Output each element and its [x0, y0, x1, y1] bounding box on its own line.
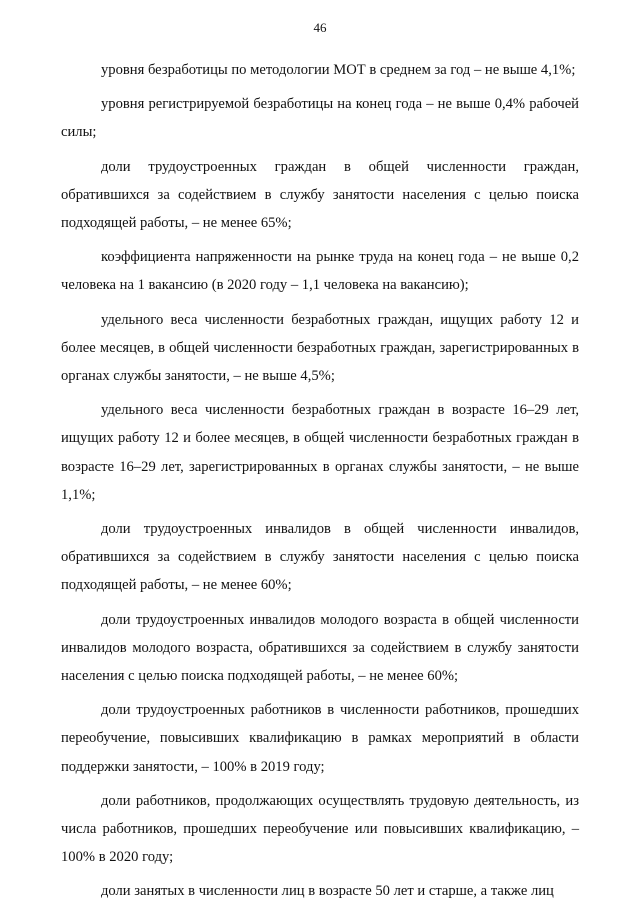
paragraph-6: удельного веса численности безработных граждан в возрасте 16–29 лет, ищущих работу 12 и более месяцев, в общей численности безработных граждан в возрасте 16–29 лет, зарегистрированных в органах службы занятости, – не выше 1,1%;: [61, 402, 579, 503]
paragraph-5: удельного веса численности безработных граждан, ищущих работу 12 и более месяцев, в общей численности безработных граждан, зарегистрированных в органах службы занятости, – не выше 4,5%;: [61, 311, 579, 385]
paragraph-10: доли работников, продолжающих осуществлять трудовую деятельность, из числа работников, прошедших переобучение или повысивших квалификацию, – 100% в 2020 году;: [61, 792, 579, 866]
page-number: 46: [313, 20, 327, 35]
paragraph-1: уровня безработицы по методологии МОТ в среднем за год – не выше 4,1%;: [101, 62, 576, 78]
document-body: [61, 56, 579, 912]
paragraph-11: доли занятых в численности лиц в возрасте 50 лет и старше, а также лиц: [101, 883, 554, 900]
paragraph-4: коэффициента напряженности на рынке труда на конец года – не выше 0,2 человека на 1 вакансию (в 2020 году – 1,1 человека на вакансию);: [61, 249, 579, 294]
paragraph-7: доли трудоустроенных инвалидов в общей численности инвалидов, обратившихся за содействием в службу занятости населения с целью поиска подходящей работы, – не менее 60%;: [61, 521, 579, 594]
paragraph-3: доли трудоустроенных граждан в общей численности граждан, обратившихся за содействием в службу занятости населения с целью поиска подходящей работы, – не менее 65%;: [61, 158, 579, 232]
paragraph-2: уровня регистрируемой безработицы на конец года – не выше 0,4% рабочей силы;: [61, 96, 579, 141]
paragraph-8: доли трудоустроенных инвалидов молодого возраста в общей численности инвалидов молодого возраста, обратившихся за содействием в службу занятости населения с целью поиска подходящей работы, – не менее 60%;: [61, 611, 579, 685]
paragraph-9: доли трудоустроенных работников в численности работников, прошедших переобучение, повысивших квалификацию в рамках мероприятий в области поддержки занятости, – 100% в 2019 году;: [61, 702, 579, 775]
